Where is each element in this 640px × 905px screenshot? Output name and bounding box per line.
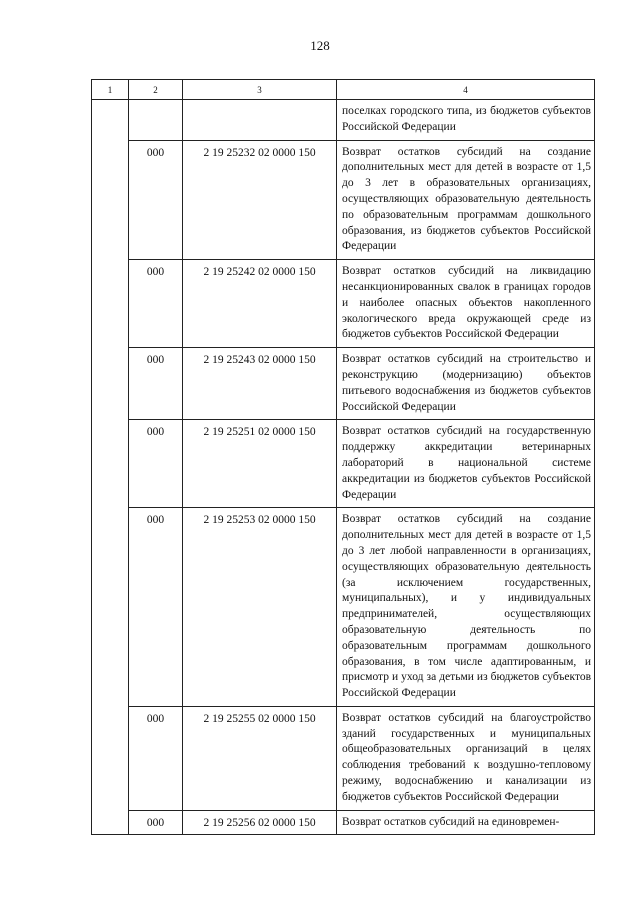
budget-code-cell: 2 19 25256 02 0000 150 <box>183 810 337 835</box>
admin-code-cell: 000 <box>129 420 183 508</box>
description-cell: Возврат остатков субсидий на создание дополнительных мест для детей в возрасте от 1,5 до 3 лет в образовательных организациях, осуществляющих образовательную деятельность по образовательным программам дошкольного образования, из бюджетов субъектов Российской Федерации <box>337 140 595 260</box>
budget-code-cell: 2 19 25255 02 0000 150 <box>183 706 337 810</box>
table-row <box>92 260 595 348</box>
table-row <box>92 140 595 260</box>
header-cell-2: 2 <box>129 80 183 100</box>
budget-code-cell: 2 19 25232 02 0000 150 <box>183 140 337 260</box>
table-row <box>92 508 595 707</box>
budget-code-cell: 2 19 25243 02 0000 150 <box>183 348 337 420</box>
admin-code-cell: 000 <box>129 508 183 707</box>
table-row <box>92 810 595 835</box>
admin-code-cell: 000 <box>129 260 183 348</box>
description-cell: Возврат остатков субсидий на строительство и реконструкцию (модернизацию) объектов питьевого водоснабжения из бюджетов субъектов Российской Федерации <box>337 348 595 420</box>
admin-code-cell: 000 <box>129 140 183 260</box>
description-cell: Возврат остатков субсидий на благоустройство зданий государственных и муниципальных общеобразовательных организаций в целях соблюдения требований к воздушно-тепловому режиму, водоснабжению и канализации из бюджетов субъектов Российской Федерации <box>337 706 595 810</box>
header-cell-3: 3 <box>183 80 337 100</box>
budget-code-cell <box>183 100 337 141</box>
budget-code-cell: 2 19 25251 02 0000 150 <box>183 420 337 508</box>
empty-first-column <box>92 100 129 835</box>
table-row-continuation <box>92 100 595 141</box>
header-cell-1: 1 <box>92 80 129 100</box>
admin-code-cell: 000 <box>129 706 183 810</box>
budget-code-cell: 2 19 25242 02 0000 150 <box>183 260 337 348</box>
admin-code-cell: 000 <box>129 810 183 835</box>
description-cell: Возврат остатков субсидий на ликвидацию несанкционированных свалок в границах городов и наиболее опасных объектов накопленного экологического вреда окружающей среде из бюджетов субъектов Российской Федерации <box>337 260 595 348</box>
description-cell: Возврат остатков субсидий на создание дополнительных мест для детей в возрасте от 1,5 до 3 лет любой направленности в организациях, осуществляющих образовательную деятельность (за исключением государственных, муниципальных), и у индивидуальных предпринимателей, осуществляющих образовательную деятельность по образовательным программам дошкольного образования, в том числе адаптированным, и присмотр и уход за детьми из бюджетов субъектов Российской Федерации <box>337 508 595 707</box>
budget-code-cell: 2 19 25253 02 0000 150 <box>183 508 337 707</box>
table-header-row <box>92 80 595 100</box>
table-row <box>92 348 595 420</box>
header-cell-4: 4 <box>337 80 595 100</box>
table-row <box>92 706 595 810</box>
budget-codes-table <box>91 79 595 835</box>
admin-code-cell <box>129 100 183 141</box>
page-number: 128 <box>310 38 330 53</box>
admin-code-cell: 000 <box>129 348 183 420</box>
table-row <box>92 420 595 508</box>
description-cell: поселках городского типа, из бюджетов субъектов Российской Федерации <box>337 100 595 141</box>
description-cell: Возврат остатков субсидий на государственную поддержку аккредитации ветеринарных лабораторий в национальной системе аккредитации из бюджетов субъектов Российской Федерации <box>337 420 595 508</box>
description-cell: Возврат остатков субсидий на единовремен- <box>337 810 595 835</box>
